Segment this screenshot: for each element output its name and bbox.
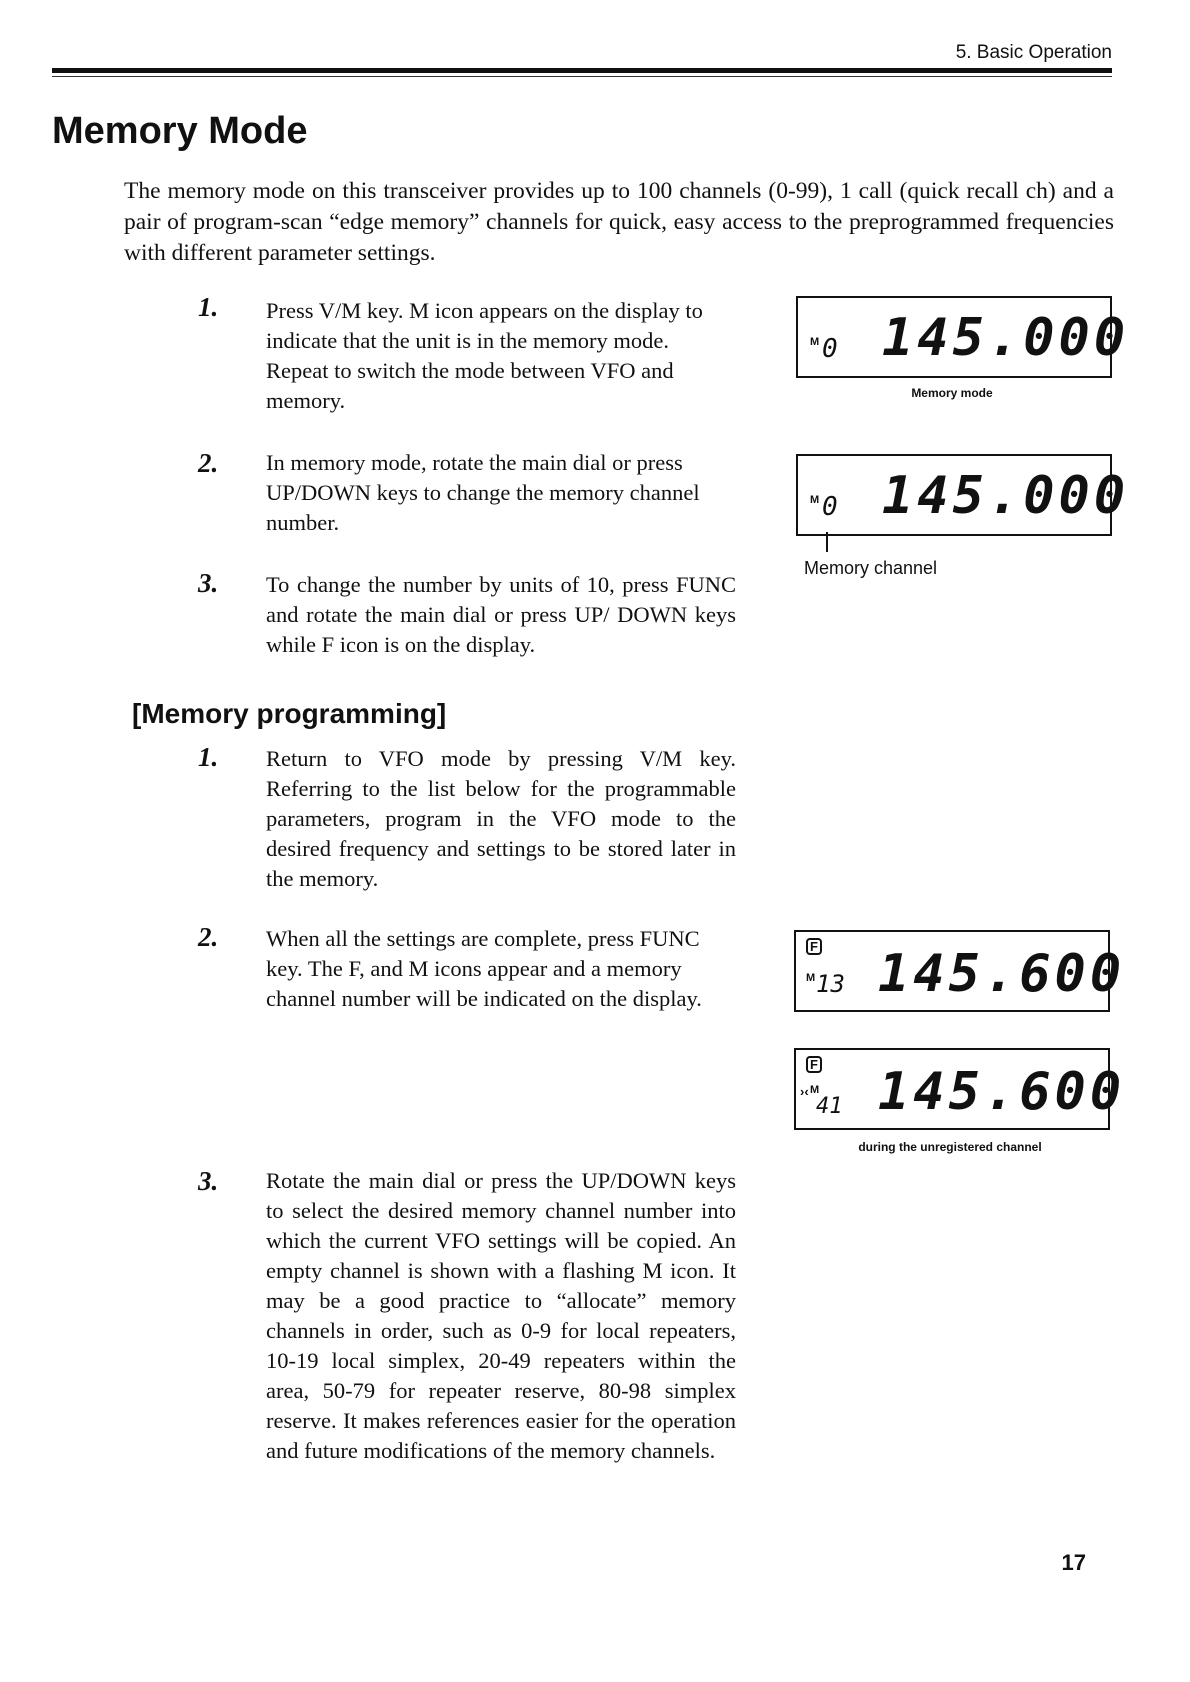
frequency-readout: 145.600: [878, 1062, 1126, 1122]
m-indicator: M: [810, 336, 820, 348]
channel-pointer-line: [826, 532, 828, 552]
prog-step-2-text: When all the settings are complete, press FUNC key. The F, and M icons appear and a memory channel number will be indicated on the display.: [266, 926, 702, 1011]
frequency-readout: 145.000: [882, 466, 1130, 526]
m-indicator: M: [810, 494, 820, 506]
lcd-display-memory-mode: [796, 296, 1130, 378]
page-title: Memory Mode: [52, 110, 308, 152]
frequency-readout: 145.600: [878, 944, 1126, 1004]
channel-number: 0: [822, 492, 838, 522]
channel-number: 41: [816, 1094, 843, 1119]
m-indicator: M: [806, 972, 816, 984]
step-3-text: To change the number by units of 10, press FUNC and rotate the main dial or press UP/ DOWN keys while F icon is on the display.: [266, 572, 736, 657]
f-icon: F: [806, 1056, 822, 1073]
subheading-memory-programming: [Memory programming]: [132, 698, 447, 729]
lcd-display-memory-channel: [796, 454, 1130, 536]
step-1-text: Press V/M key. M icon appears on the display to indicate that the unit is in the memory mode. Repeat to switch the mode between VFO and memory.: [266, 298, 703, 413]
channel-number: 0: [822, 334, 838, 364]
prog-step-3-text: Rotate the main dial or press the UP/DOWN keys to select the desired memory channel number into which the current VFO settings will be copied. An empty channel is shown with a flashing M icon. It may be a good practice to “allocate” memory channels in order, such as 0-9 for local repeaters, 10-19 local simplex, 20-49 repeaters within the area, 50-79 for repeater reserve, 80-98 simplex reserve. It makes references easier for the operation and future modifications of the memory channels.: [266, 1168, 736, 1463]
step-2-text: In memory mode, rotate the main dial or press UP/DOWN keys to change the memory channel number.: [266, 450, 700, 535]
step-3-number: 3.: [198, 568, 219, 598]
channel-number: 13: [816, 970, 845, 998]
header-rule: [52, 68, 1112, 73]
lcd-display-programming: [794, 930, 1126, 1012]
caption-memory-mode: Memory mode: [911, 386, 993, 400]
caption-unregistered-channel: during the unregistered channel: [858, 1140, 1042, 1154]
caption-memory-channel: Memory channel: [804, 558, 938, 578]
m-indicator: M: [810, 1084, 820, 1096]
frequency-readout: 145.000: [882, 308, 1130, 368]
prog-step-2-number: 2.: [198, 922, 219, 952]
step-1-number: 1.: [198, 292, 219, 322]
step-2-number: 2.: [198, 448, 219, 478]
prog-step-1-number: 1.: [198, 742, 219, 772]
intro-paragraph: The memory mode on this transceiver provides up to 100 channels (0-99), 1 call (quick recall ch) and a pair of program-scan “edge memory” channels for quick, easy access to the preprogrammed frequencies with different parameter settings.: [124, 178, 1114, 266]
flash-marks-icon: ›‹: [800, 1084, 809, 1099]
running-header: 5. Basic Operation: [955, 42, 1112, 63]
page-number: 17: [1061, 1550, 1086, 1575]
lcd-display-unregistered-channel: [794, 1048, 1126, 1130]
prog-step-1-text: Return to VFO mode by pressing V/M key. Referring to the list below for the programmable parameters, program in the VFO mode to the desired frequency and settings to be stored later in the memory.: [266, 746, 736, 891]
prog-step-3-number: 3.: [198, 1166, 219, 1196]
header-rule-thin: [52, 76, 1112, 77]
f-icon: F: [806, 938, 822, 955]
